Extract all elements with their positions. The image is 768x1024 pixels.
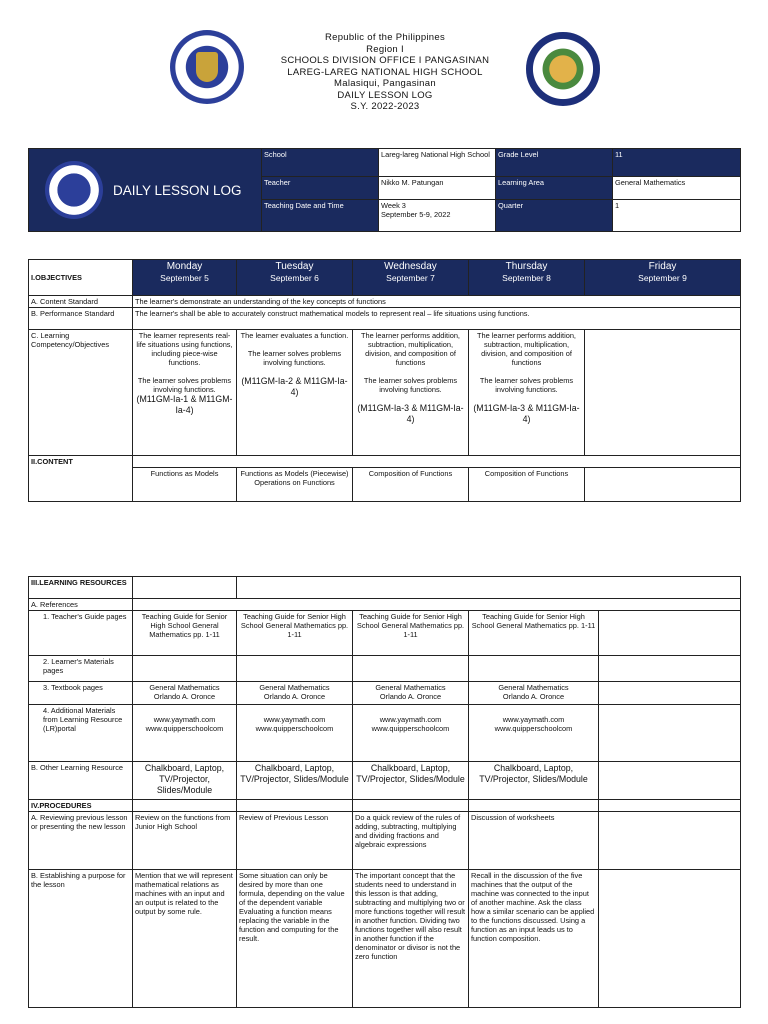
textbook-thursday — [469, 682, 599, 705]
resource-link[interactable]: www.yaymath.com — [153, 715, 216, 724]
info-table — [28, 148, 741, 232]
textbook-wednesday — [353, 682, 469, 705]
empty-cell — [599, 611, 741, 656]
empty-cell — [237, 800, 353, 812]
review-monday: Review on the functions from Junior High School — [133, 812, 237, 870]
additional-materials-label: 4. Additional Materials from Learning Resource (LR)portal — [29, 705, 133, 762]
competency-text: The learner performs addition, subtraction, multiplication, division, and composition of functions — [476, 331, 576, 367]
textbook-author: Orlando A. Oronce — [153, 692, 216, 701]
date-label: Teaching Date and Time — [262, 199, 379, 231]
review-thursday: Discussion of worksheets — [469, 812, 599, 870]
references-label: A. References — [29, 599, 133, 611]
textbook-author: Orlando A. Oronce — [502, 692, 565, 701]
competency-code: (M11GM-Ia-3 & M11GM-Ia-4) — [473, 403, 580, 424]
content-wednesday: Composition of Functions — [353, 468, 469, 502]
day-header-thursday — [469, 260, 585, 296]
header-line: SCHOOLS DIVISION OFFICE I PANGASINAN — [280, 55, 490, 66]
learners-materials-label: 2. Learner's Materials pages — [29, 656, 133, 682]
learning-resources-label: III.LEARNING RESOURCES — [29, 577, 133, 599]
grade-value: 11 — [613, 149, 741, 177]
empty-cell — [133, 656, 237, 682]
date-week: Week 3 — [381, 200, 406, 210]
competency-wednesday — [353, 330, 469, 456]
purpose-text: Evaluating a function means replacing the variable in the function and computing for the result. — [239, 907, 339, 943]
teachers-guide-thursday: Teaching Guide for Senior High School General Mathematics pp. 1-11 — [469, 611, 599, 656]
other-monday: Chalkboard, Laptop, TV/Projector, Slides/Module — [133, 762, 237, 800]
info-title: DAILY LESSON LOG — [113, 182, 242, 198]
competency-code: (M11GM-Ia-1 & M11GM-Ia-4) — [136, 394, 233, 415]
header-line: Republic of the Philippines — [324, 32, 446, 43]
review-label: A. Reviewing previous lesson or presenting the new lesson — [29, 812, 133, 870]
quarter-label: Quarter — [496, 199, 613, 231]
purpose-tuesday — [237, 870, 353, 1008]
competency-friday — [585, 330, 741, 456]
resource-link[interactable]: www.quipperschoolcom — [494, 724, 573, 733]
empty-cell — [133, 800, 237, 812]
school-label: School — [262, 149, 379, 177]
day-date: September 9 — [638, 273, 687, 283]
resource-link[interactable]: www.quipperschoolcom — [371, 724, 450, 733]
content-thursday: Composition of Functions — [469, 468, 585, 502]
additional-thursday — [469, 705, 599, 762]
document-header — [230, 32, 540, 113]
school-value: Lareg-lareg National High School — [379, 149, 496, 177]
empty-cell — [599, 800, 741, 812]
competency-text: The learner solves problems involving functions. — [137, 376, 232, 394]
other-wednesday: Chalkboard, Laptop, TV/Projector, Slides/Module — [353, 762, 469, 800]
empty-cell — [599, 812, 741, 870]
objectives-table — [28, 259, 741, 502]
content-tuesday: Functions as Models (Piecewise) Operations on Functions — [237, 468, 353, 502]
review-tuesday: Review of Previous Lesson — [237, 812, 353, 870]
competency-code: (M11GM-Ia-2 & M11GM-Ia-4) — [241, 376, 348, 397]
content-standard-text: The learner's demonstrate an understanding of the key concepts of functions — [133, 296, 741, 308]
grade-label: Grade Level — [496, 149, 613, 177]
purpose-text: Some situation can only be desired by more than one formula, depending on the value of the dependent variable — [239, 871, 345, 907]
objectives-label: I.OBJECTIVES — [29, 260, 133, 296]
competency-code: (M11GM-Ia-3 & M11GM-Ia-4) — [357, 403, 464, 424]
content-standard-label: A. Content Standard — [29, 296, 133, 308]
empty-cell — [599, 705, 741, 762]
day-name: Thursday — [505, 261, 548, 272]
day-date: September 5 — [160, 273, 209, 283]
empty-cell — [237, 577, 741, 599]
empty-cell — [599, 682, 741, 705]
purpose-wednesday: The important concept that the students need to understand in this lesson is that adding, subtracting and multiplying two or more functions together will result in another function. Dividing two functions together will also result in another function if the denominator or divisor is not the zero function — [353, 870, 469, 1008]
info-title-cell — [29, 149, 262, 232]
additional-tuesday — [237, 705, 353, 762]
other-tuesday: Chalkboard, Laptop, TV/Projector, Slides/Module — [237, 762, 353, 800]
deped-seal-small — [45, 161, 103, 219]
textbook-tuesday — [237, 682, 353, 705]
teachers-guide-label: 1. Teacher's Guide pages — [29, 611, 133, 656]
teachers-guide-monday: Teaching Guide for Senior High School General Mathematics pp. 1-11 — [133, 611, 237, 656]
textbook-author: Orlando A. Oronce — [263, 692, 326, 701]
day-header-monday — [133, 260, 237, 296]
competency-tuesday — [237, 330, 353, 456]
day-header-wednesday — [353, 260, 469, 296]
empty-cell — [469, 656, 599, 682]
textbook-title: General Mathematics — [259, 683, 330, 692]
day-name: Wednesday — [384, 261, 437, 272]
additional-wednesday — [353, 705, 469, 762]
area-label: Learning Area — [496, 177, 613, 200]
textbook-title: General Mathematics — [498, 683, 569, 692]
textbook-title: General Mathematics — [375, 683, 446, 692]
teacher-value: Nikko M. Patungan — [379, 177, 496, 200]
header-line: Malasiqui, Pangasinan — [334, 78, 436, 89]
other-resource-label: B. Other Learning Resource — [29, 762, 133, 800]
purpose-label: B. Establishing a purpose for the lesson — [29, 870, 133, 1008]
empty-cell — [133, 577, 237, 599]
day-name: Friday — [648, 261, 677, 272]
competency-label: C. Learning Competency/Objectives — [29, 330, 133, 456]
day-name: Tuesday — [275, 261, 314, 272]
date-value — [379, 199, 496, 231]
day-date: September 8 — [502, 273, 551, 283]
empty-cell — [353, 656, 469, 682]
purpose-thursday: Recall in the discussion of the five machines that the output of the machine was connected to the input of another machine. Ask the class how a similar scenario can be applied to the functions discussed. Using a function as an input leads us to function composition. — [469, 870, 599, 1008]
content-monday: Functions as Models — [133, 468, 237, 502]
empty-cell — [237, 656, 353, 682]
purpose-monday: Mention that we will represent mathematical relations as machines with an input and an output is related to the output by some rule. — [133, 870, 237, 1008]
resource-link[interactable]: www.yaymath.com — [502, 715, 565, 724]
header-line: DAILY LESSON LOG — [337, 89, 433, 101]
area-value: General Mathematics — [613, 177, 741, 200]
review-wednesday: Do a quick review of the rules of adding, subtracting, multiplying and dividing fractions and algebraic expressions — [353, 812, 469, 870]
competency-monday — [133, 330, 237, 456]
competency-thursday — [469, 330, 585, 456]
resource-link[interactable]: www.quipperschoolcom — [255, 724, 334, 733]
empty-cell — [133, 599, 741, 611]
day-header-friday — [585, 260, 741, 296]
additional-monday — [133, 705, 237, 762]
day-header-tuesday — [237, 260, 353, 296]
content-friday — [585, 468, 741, 502]
procedures-label: IV.PROCEDURES — [29, 800, 133, 812]
resource-link[interactable]: www.yaymath.com — [263, 715, 326, 724]
empty-cell — [353, 800, 469, 812]
textbook-author: Orlando A. Oronce — [379, 692, 442, 701]
empty-cell — [469, 800, 599, 812]
competency-text: The learner evaluates a function. — [240, 331, 349, 340]
textbook-monday — [133, 682, 237, 705]
teachers-guide-tuesday: Teaching Guide for Senior High School General Mathematics pp. 1-11 — [237, 611, 353, 656]
performance-standard-label: B. Performance Standard — [29, 308, 133, 330]
content-spacer — [133, 456, 741, 468]
day-name: Monday — [166, 261, 203, 272]
teachers-guide-wednesday: Teaching Guide for Senior High School General Mathematics pp. 1-11 — [353, 611, 469, 656]
resource-link[interactable]: www.yaymath.com — [379, 715, 442, 724]
date-range: September 5-9, 2022 — [381, 209, 451, 219]
header-line: Region I — [366, 43, 404, 55]
quarter-value: 1 — [613, 199, 741, 231]
textbook-title: General Mathematics — [149, 683, 220, 692]
resources-procedures-table — [28, 576, 741, 1008]
empty-cell — [599, 762, 741, 800]
competency-text: The learner represents real-life situations using functions, including piece-wise functions. — [136, 331, 233, 367]
performance-standard-text: The learner's shall be able to accurately construct mathematical models to represent real – life situations using functions. — [133, 308, 741, 330]
competency-text: The learner performs addition, subtraction, multiplication, division, and composition of functions — [360, 331, 460, 367]
other-thursday: Chalkboard, Laptop, TV/Projector, Slides/Module — [469, 762, 599, 800]
textbook-label: 3. Textbook pages — [29, 682, 133, 705]
teacher-label: Teacher — [262, 177, 379, 200]
resource-link[interactable]: www.quipperschoolcom — [145, 724, 224, 733]
day-date: September 7 — [386, 273, 435, 283]
competency-text: The learner solves problems involving functions. — [363, 376, 458, 394]
day-date: September 6 — [270, 273, 319, 283]
empty-cell — [599, 656, 741, 682]
competency-text: The learner solves problems involving functions. — [479, 376, 574, 394]
content-label: II.CONTENT — [29, 456, 133, 502]
header-line: S.Y. 2022-2023 — [350, 101, 420, 112]
header-line: LAREG-LAREG NATIONAL HIGH SCHOOL — [287, 66, 483, 78]
empty-cell — [599, 870, 741, 1008]
competency-text: The learner solves problems involving functions. — [247, 349, 342, 367]
